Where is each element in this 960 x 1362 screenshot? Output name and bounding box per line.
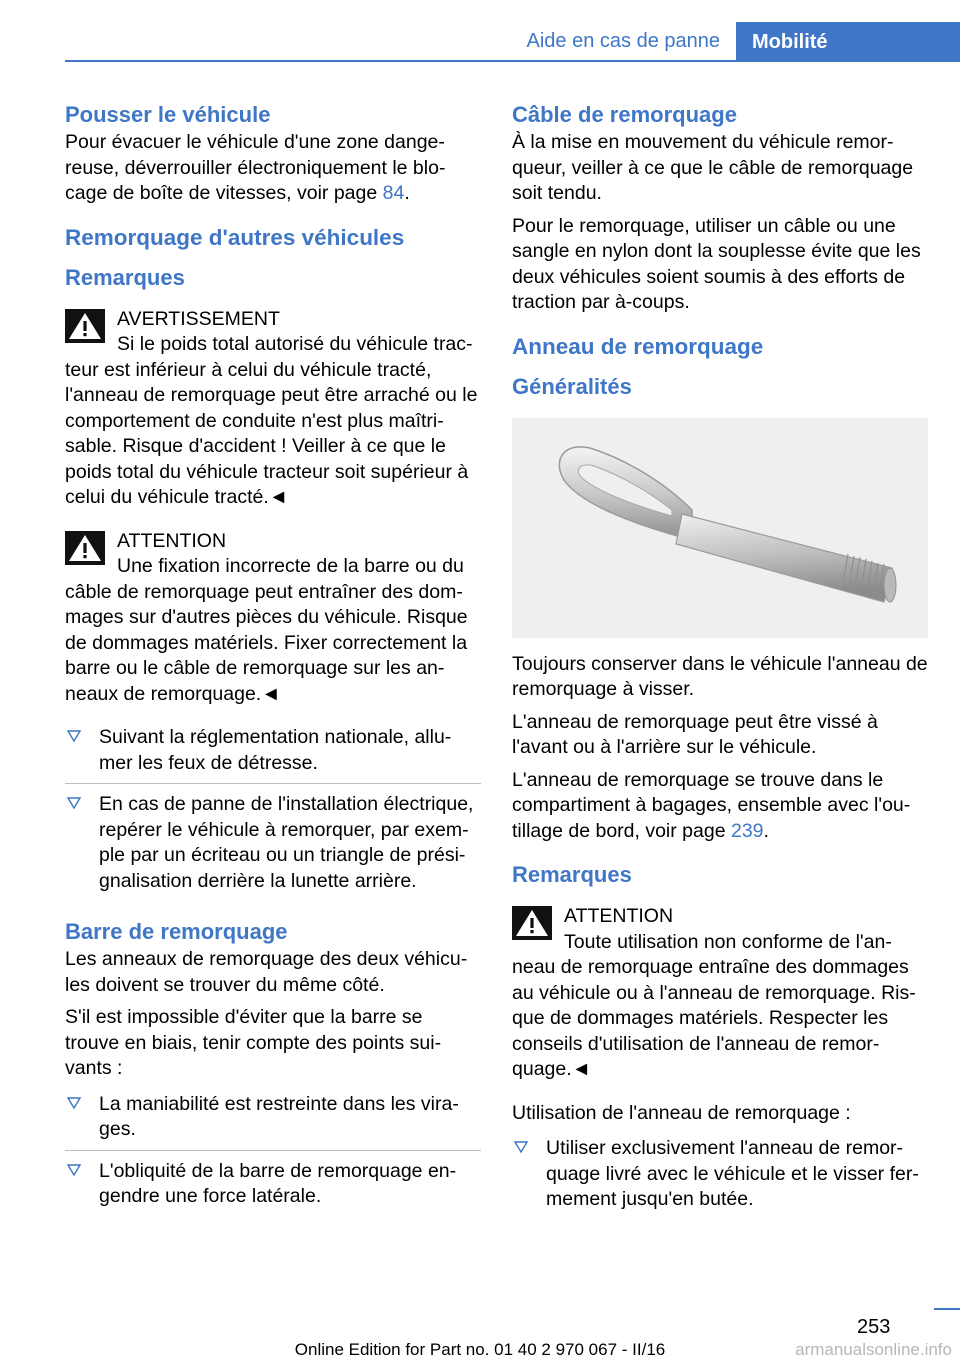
list-item: La maniabilité est restreinte dans les vira-ges.	[65, 1092, 481, 1151]
tow-other-vehicles-heading: Remorquage d'autres véhicules	[65, 224, 405, 250]
edition-footer: Online Edition for Part no. 01 40 2 970 067 - II/16	[294, 1340, 666, 1359]
attention-title: ATTENTION	[117, 529, 227, 552]
warning-triangle-icon	[65, 309, 105, 343]
tow-ring-text-2: L'anneau de remorquage peut être vissé à l'avant ou à l'arrière sur le véhicule.	[512, 710, 878, 758]
push-vehicle-text: Pour évacuer le véhicule d'une zone dange-reuse, déverrouiller électroniquement le blo-cage de boîte de vitesses, voir page 84.	[65, 131, 446, 204]
remarks-heading: Remarques	[512, 862, 632, 887]
header-section-title: Aide en cas de panne	[526, 30, 720, 52]
usage-text: Utilisation de l'anneau de remorquage :	[512, 1101, 851, 1124]
left-column	[65, 100, 481, 1231]
triangle-bullet-icon	[67, 1096, 81, 1110]
bullet-list	[65, 725, 481, 901]
tow-ring-heading: Anneau de remorquage	[512, 333, 764, 359]
header-chapter-tab: Mobilité	[736, 22, 960, 62]
list-item: Suivant la réglementation nationale, allu-mer les feux de détresse.	[65, 725, 481, 784]
triangle-bullet-icon	[67, 1163, 81, 1177]
tow-bar-text-1: Les anneaux de remorquage des deux véhicu-les doivent se trouver du même côté.	[65, 948, 468, 996]
tow-cable-text-1: À la mise en mouvement du véhicule remor-queur, veiller à ce que le câble de remorquage soit tendu.	[512, 131, 914, 204]
triangle-bullet-icon	[67, 796, 81, 810]
page-link-84[interactable]: 84	[382, 182, 405, 204]
tow-ring-image	[512, 418, 928, 638]
triangle-bullet-icon	[514, 1140, 528, 1154]
page-number: 253	[857, 1316, 891, 1338]
list-item: Utiliser exclusivement l'anneau de remor-quage livré avec le véhicule et le visser fer-mement jusqu'en butée.	[512, 1136, 928, 1220]
tow-cable-heading: Câble de remorquage	[512, 102, 737, 127]
push-vehicle-heading: Pousser le véhicule	[65, 102, 271, 127]
tow-bar-heading: Barre de remorquage	[65, 919, 288, 944]
attention-block	[65, 529, 481, 708]
attention-block	[512, 904, 928, 1083]
tow-cable-text-2: Pour le remorquage, utiliser un câble ou une sangle en nylon dont la souplesse évite que les deux véhicules soient soumis à des efforts de traction par à-coups.	[512, 214, 921, 313]
attention-text: Une fixation incorrecte de la barre ou du câble de remorquage peut entraîner des dom-mages sur d'autres pièces du véhicule. Risque de dommages matériels. Fixer correctement la barre ou le câble de remorquage sur les an-neaux de remorquage.◄	[65, 555, 468, 705]
warning-title: AVERTISSEMENT	[117, 307, 280, 330]
warning-triangle-icon	[65, 531, 105, 565]
watermark: armanualsonline.info	[795, 1340, 952, 1359]
page-header	[0, 0, 960, 62]
tow-ring-text-3: L'anneau de remorquage se trouve dans le compartiment à bagages, ensemble avec l'ou-tillage de bord, voir page 239.	[512, 768, 911, 842]
list-item: L'obliquité de la barre de remorquage en-gendre une force latérale.	[65, 1159, 481, 1217]
attention-text: Toute utilisation non conforme de l'an-neau de remorquage entraîne des dommages au véhicule ou à l'anneau de remorquage. Ris-que de dommages matériels. Respecter les conseils d'utilisation de l'anneau de remor-quage.◄	[512, 930, 916, 1080]
right-column	[512, 100, 928, 1234]
warning-block	[65, 307, 481, 511]
tow-ring-illustration	[512, 418, 928, 638]
remarks-heading: Remarques	[65, 264, 185, 290]
triangle-bullet-icon	[67, 729, 81, 743]
bullet-list	[65, 1092, 481, 1217]
warning-text: Si le poids total autorisé du véhicule trac-teur est inférieur à celui du véhicule tracté, l'anneau de remorquage peut être arraché ou le comportement de conduite n'est plus maîtri-sable. Risque d'accident ! Veiller à ce que le poids total du véhicule tracteur soit supérieur à celui du véhicule tracté.◄	[65, 333, 478, 508]
warning-triangle-icon	[512, 906, 552, 940]
list-item: En cas de panne de l'installation électrique, repérer le véhicule à remorquer, par exem-ple par un écriteau ou un triangle de prési-gnalisation derrière la lunette arrière.	[65, 792, 481, 901]
bullet-list	[512, 1136, 928, 1220]
attention-title: ATTENTION	[564, 905, 674, 927]
footer-rule	[934, 1308, 960, 1310]
page-link-239[interactable]: 239	[730, 819, 764, 842]
tow-bar-text-2: S'il est impossible d'éviter que la barre se trouve en biais, tenir compte des points sui-vants :	[65, 1006, 442, 1079]
general-heading: Généralités	[512, 373, 632, 399]
header-rule	[65, 60, 736, 62]
tow-ring-text-1: Toujours conserver dans le véhicule l'anneau de remorquage à visser.	[512, 652, 928, 700]
